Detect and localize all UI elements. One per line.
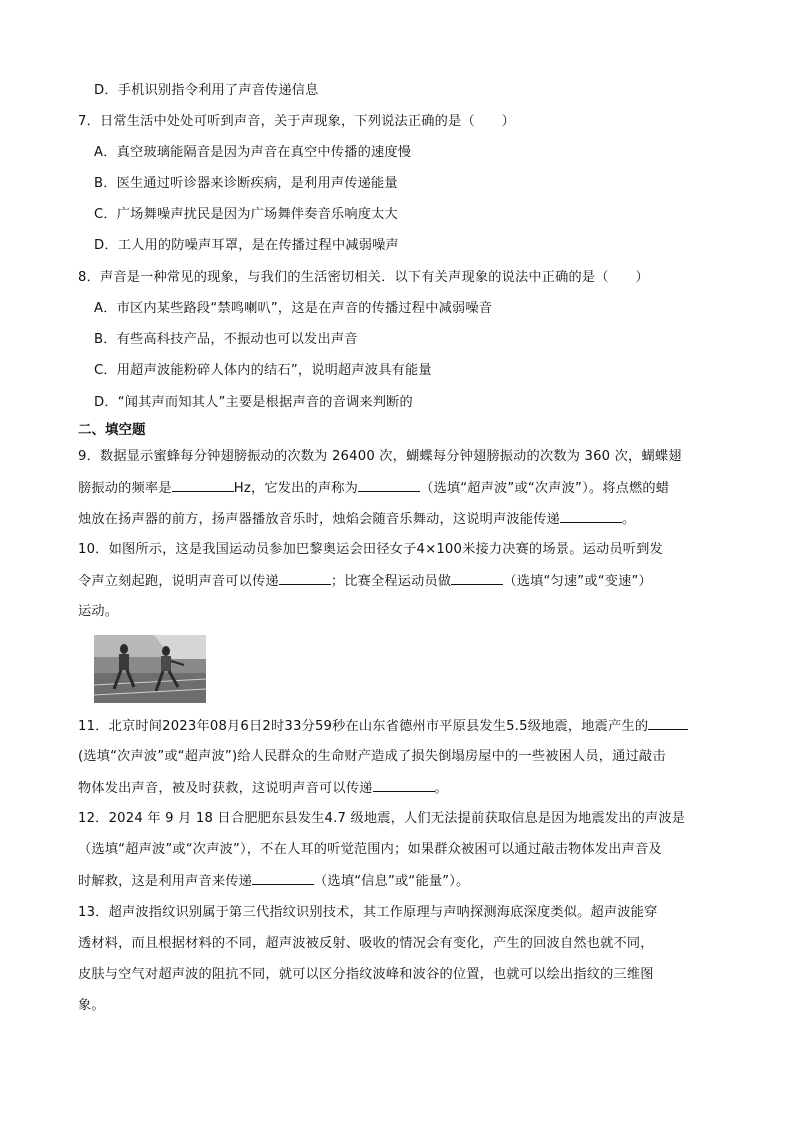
q12-line-3: 时解救，这是利用声音来传递 （选填“信息”或“能量”）。 [78,870,469,893]
q8-option-d: D．“闻其声而知其人”主要是根据声音的音调来判断的 [94,395,413,410]
q6-option-d: D．手机识别指令利用了声音传递信息 [94,83,319,98]
q7-option-b: B．医生通过听诊器来诊断疾病，是利用声传递能量 [94,176,398,191]
q13-line-2: 透材料，而且根据材料的不同，超声波被反射、吸收的情况会有变化，产生的回波自然也就不同， [78,936,654,951]
q8-stem: 8．声音是一种常见的现象，与我们的生活密切相关．以下有关声现象的说法中正确的是（ ） [78,270,649,285]
q9-line-3: 烛放在扬声器的前方，扬声器播放音乐时，烛焰会随音乐舞动，这说明声波能传递 。 [78,508,635,531]
answer-blank[interactable] [358,477,420,492]
answer-blank[interactable] [172,477,234,492]
q8-option-b: B．有些高科技产品，不振动也可以发出声音 [94,332,358,347]
relay-race-image [94,635,206,703]
q10-line-2: 令声立刻起跑，说明声音可以传递 ；比赛全程运动员做 （选填“匀速”或“变速”） [78,570,652,593]
q7-stem: 7．日常生活中处处可听到声音，关于声现象，下列说法正确的是（ ） [78,114,515,129]
answer-blank[interactable] [252,870,314,885]
q12-line-2: （选填“超声波”或“次声波”），不在人耳的听觉范围内；如果群众被困可以通过敲击物体发出声音及 [78,842,662,857]
q7-option-a: A．真空玻璃能隔音是因为声音在真空中传播的速度慢 [94,145,412,160]
section-title-fill-blank: 二、填空题 [78,422,146,438]
answer-blank[interactable] [451,570,503,585]
answer-blank[interactable] [279,570,331,585]
q13-line-1: 13．超声波指纹识别属于第三代指纹识别技术，其工作原理与声呐探测海底深度类似。超声波能穿 [78,905,658,920]
q9-line-1: 9．数据显示蜜蜂每分钟翅膀振动的次数为 26400 次，蝴蝶每分钟翅膀振动的次数为 360 次，蝴蝶翅 [78,449,682,464]
q8-option-c: C．用超声波能粉碎人体内的结石”，说明超声波具有能量 [94,363,432,378]
q10-line-1: 10．如图所示，这是我国运动员参加巴黎奥运会田径女子4×100米接力决赛的场景。运动员听到发 [78,542,663,557]
q8-option-a: A．市区内某些路段“禁鸣喇叭”，这是在声音的传播过程中减弱噪音 [94,301,493,316]
relay-race-photo [94,635,206,703]
answer-blank[interactable] [560,508,622,523]
q9-line-2: 膀振动的频率是 Hz，它发出的声称为 （选填“超声波”或“次声波”）。将点燃的蜡 [78,477,669,500]
answer-blank[interactable] [373,777,435,792]
q12-line-1: 12．2024 年 9 月 18 日合肥肥东县发生4.7 级地震，人们无法提前获取信息是因为地震发出的声波是 [78,811,686,826]
answer-blank[interactable] [648,715,688,730]
q13-line-3: 皮肤与空气对超声波的阻抗不同，就可以区分指纹波峰和波谷的位置，也就可以绘出指纹的三维图 [78,967,654,982]
q11-line-1: 11．北京时间2023年08月6日2时33分59秒在山东省德州市平原县发生5.5级地震，地震产生的 [78,715,688,738]
q11-line-3: 物体发出声音，被及时获救，这说明声音可以传递 。 [78,777,448,800]
q13-line-4: 象。 [78,998,105,1013]
q7-option-c: C．广场舞噪声扰民是因为广场舞伴奏音乐响度太大 [94,207,398,222]
q7-option-d: D．工人用的防噪声耳罩，是在传播过程中减弱噪声 [94,238,399,253]
q10-line-3: 运动。 [78,604,119,619]
q11-line-2: (选填“次声波”或“超声波”)给人民群众的生命财产造成了损失倒塌房屋中的一些被困人员，通过敲击 [78,749,666,764]
